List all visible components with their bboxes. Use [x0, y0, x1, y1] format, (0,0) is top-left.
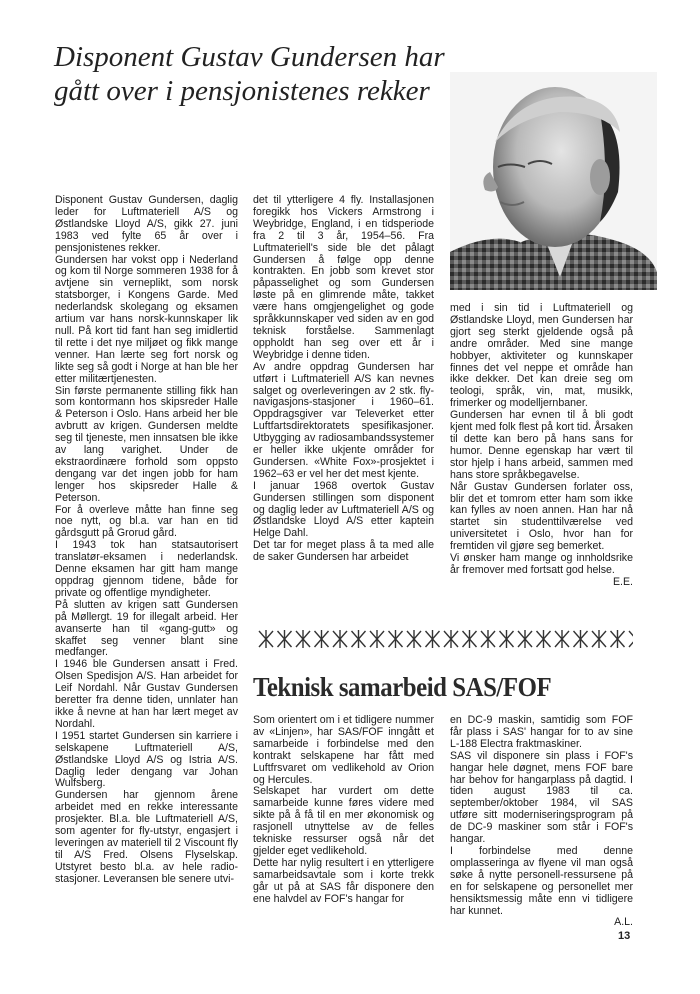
paragraph: en DC-9 maskin, samtidig som FOF får plass i SAS' hangar for to av sine L-188 Electra fraktmaskiner. [450, 714, 633, 750]
paragraph: I 1943 tok han statsautorisert translatør-eksamen i nederlandsk. Denne eksamen har gitt ham mange oppdrag gjennom tidene, både for private og offentlige myndigheter. [55, 539, 238, 599]
paragraph: Disponent Gustav Gundersen, daglig leder for Luftmateriell A/S og Østlandske Lloyd A/S, gikk 27. juni 1983 ved fylte 65 år over i pensjonistenes rekker. [55, 194, 238, 254]
page-number: 13 [618, 930, 631, 942]
paragraph: Gundersen har evnen til å bli godt kjent med folk flest på kort tid. Årsaken til dette kan bero på hans sans for humor. Denne egenskap har vært til stor hjelp i hans arbeid, sammen med hans store språkbegavelse. [450, 409, 633, 481]
article-column-1 [55, 195, 238, 886]
paragraph: Dette har nylig resultert i en ytterligere samarbeidsavtale som i korte trekk går ut på at SAS får disponere den ene halvdel av FOF's hangar for [253, 856, 434, 905]
author-signature: E.E. [612, 575, 633, 588]
article-column-2 [253, 195, 434, 564]
headline-line-1: Disponent Gustav Gundersen har [54, 41, 445, 73]
paragraph: Selskapet har vurdert om dette samarbeide kunne føres videre med sikte på å få til en mer økonomisk og rasjonell utnyttelse av de felles tekniske ressurser også når det gjelder eget vedlikehold. [253, 785, 434, 857]
paragraph: SAS vil disponere sin plass i FOF's hangar hele døgnet, mens FOF bare har behov for hangarplass på dagtid. I tiden august 1983 til ca. september/oktober 1984, vil SAS utføre sitt moderniseringsprogram på de DC-9 maskiner som står i FOF's hangar. [450, 749, 633, 846]
article-column-3 [450, 303, 633, 589]
ornamental-divider [253, 628, 633, 650]
portrait-photo [450, 72, 657, 290]
paragraph: I forbindelse med denne omplasseringa av flyene vil man også søke å nytte personell-ressursene på en for selskapene og personellet mer hensiktsmessig måte enn vi tidligere har kunnet. [450, 844, 633, 917]
paragraph: På slutten av krigen satt Gundersen på Møllergt. 19 for illegalt arbeid. Her avanserte han til «gang-gutt» og skaffet seg venner blant sine medfanger. [55, 598, 238, 659]
paragraph: I 1951 startet Gundersen sin karriere i selskapene Luftmateriell A/S, Østlandske Lloyd A/S og Istria A/S. Daglig leder dengang var Johan Wulfsberg. [55, 729, 238, 790]
paragraph: Når Gustav Gundersen forlater oss, blir det et tomrom etter ham som ikke kan fylles av noen annen. Han har nå startet sin studenttilværelse ved universitetet i Oslo, hvor han for fremtiden vil gjøre seg bemerket. [450, 480, 633, 553]
paragraph: Sin første permanente stilling fikk han som kontormann hos skipsreder Halle & Peterson i Oslo. Hans arbeid her ble avbrutt av krigen. Gundersen meldte seg til tjeneste, men innsatsen ble ikke av lang varighet. Under de ekstraordinære forhold som oppsto dengang var det ingen jobb for ham lenger hos skipsreder Halle & Peterson. [55, 384, 238, 504]
paragraph: Gundersen har vokst opp i Nederland og kom til Norge sommeren 1938 for å avtjene sin verneplikt, som norsk statsborger, i Kongens Garde. Med nederlandsk skolegang og eksamen artium var hans norsk-kunnskaper lik null. På kort tid fant han seg imidlertid til rette i det nye miljøet og fikk mange venner. Han lærte seg fort norsk og likte seg så godt i Norge at han ble her etter militærtjenesten. [55, 253, 238, 385]
author-signature: A.L. [614, 916, 633, 929]
paragraph: Av andre oppdrag Gundersen har utført i Luftmateriell A/S kan nevnes salget og overleveringen av 2 stk. fly-navigasjons-stasjoner i 1960–61. Oppdragsgiver var Televerket etter Luftfartsdirektoratets spesifikasjoner. Utbygging av radiosambandssystemer er heller ikke ukjente områder for Gundersen. «White Fox»-prosjektet i 1962–63 er vel her det mest kjente. [253, 360, 434, 480]
paragraph: Som orientert om i et tidligere nummer av «Linjen», har SAS/FOF inngått et samarbeide i forbindelse med den kontrakt selskapene har fått med Luftfrsvaret om vedlikehold av Orion og Hercules. [253, 714, 434, 786]
section-title: Teknisk samarbeid SAS/FOF [253, 672, 552, 702]
paragraph: Vi ønsker ham mange og innholdsrike år fremover med fortsatt god helse. [450, 552, 633, 576]
article2-column-1 [253, 715, 434, 906]
headline-line-2: gått over i pensjonistenes rekker [54, 75, 430, 107]
paragraph: Det tar for meget plass å ta med alle de saker Gundersen har arbeidet [253, 539, 434, 564]
headline [54, 40, 454, 108]
paragraph: I januar 1968 overtok Gustav Gundersen stillingen som disponent og daglig leder av Luftmateriell A/S og Østlandske Lloyd A/S etter kaptein Helge Dahl. [253, 479, 434, 540]
paragraph: For å overleve måtte han finne seg noe nytt, og bl.a. var han en tid gårdsgutt på Grorud gård. [55, 503, 238, 540]
paragraph: med i sin tid i Luftmateriell og Østlandske Lloyd, men Gundersen har gjort seg sterkt gjeldende også på andre områder. Med sine mange hobbyer, aktiviteter og kunnskaper finnes det vel neppe et område han ikke dekker. Det kan dreie seg om teologi, språk, vin, mat, musikk, frimerker og modelljernbaner. [450, 302, 633, 410]
article2-column-2 [450, 715, 633, 929]
paragraph: Gundersen har gjennom årene arbeidet med en rekke interessante prosjekter. Bl.a. ble Luftmateriell A/S, som agenter for fly-utstyr, engasjert i leveringen av materiell til 2 Viscount fly til A/S Fred. Olsens Flyselskap. Utstyret besto bl.a. av hele radio-stasjoner. Leveransen ble senere utvi- [55, 789, 238, 885]
paragraph: det til ytterligere 4 fly. Installasjonen foregikk hos Vickers Armstrong i Weybridge, England, i en tidsperiode fra 2 til 3 år, 1954–56. Fra Luftmateriell's side ble det pålagt Gundersen å følge opp denne kontrakten. En jobb som krevet stor påpasselighet og som Gundersen løste på en glimrende måte, takket være hans omgjengelighet og gode språkkunnskaper ved siden av en god teknisk forståelse. Sammenlagt oppholdt han seg over ett år i Weybridge i denne tiden. [253, 194, 434, 361]
paragraph: I 1946 ble Gundersen ansatt i Fred. Olsen Spedisjon A/S. Han arbeidet for Leif Nordahl. Når Gustav Gundersen beretter fra denne tiden, unnlater han ikke å nevne at han har lært meget av Nordahl. [55, 658, 238, 730]
